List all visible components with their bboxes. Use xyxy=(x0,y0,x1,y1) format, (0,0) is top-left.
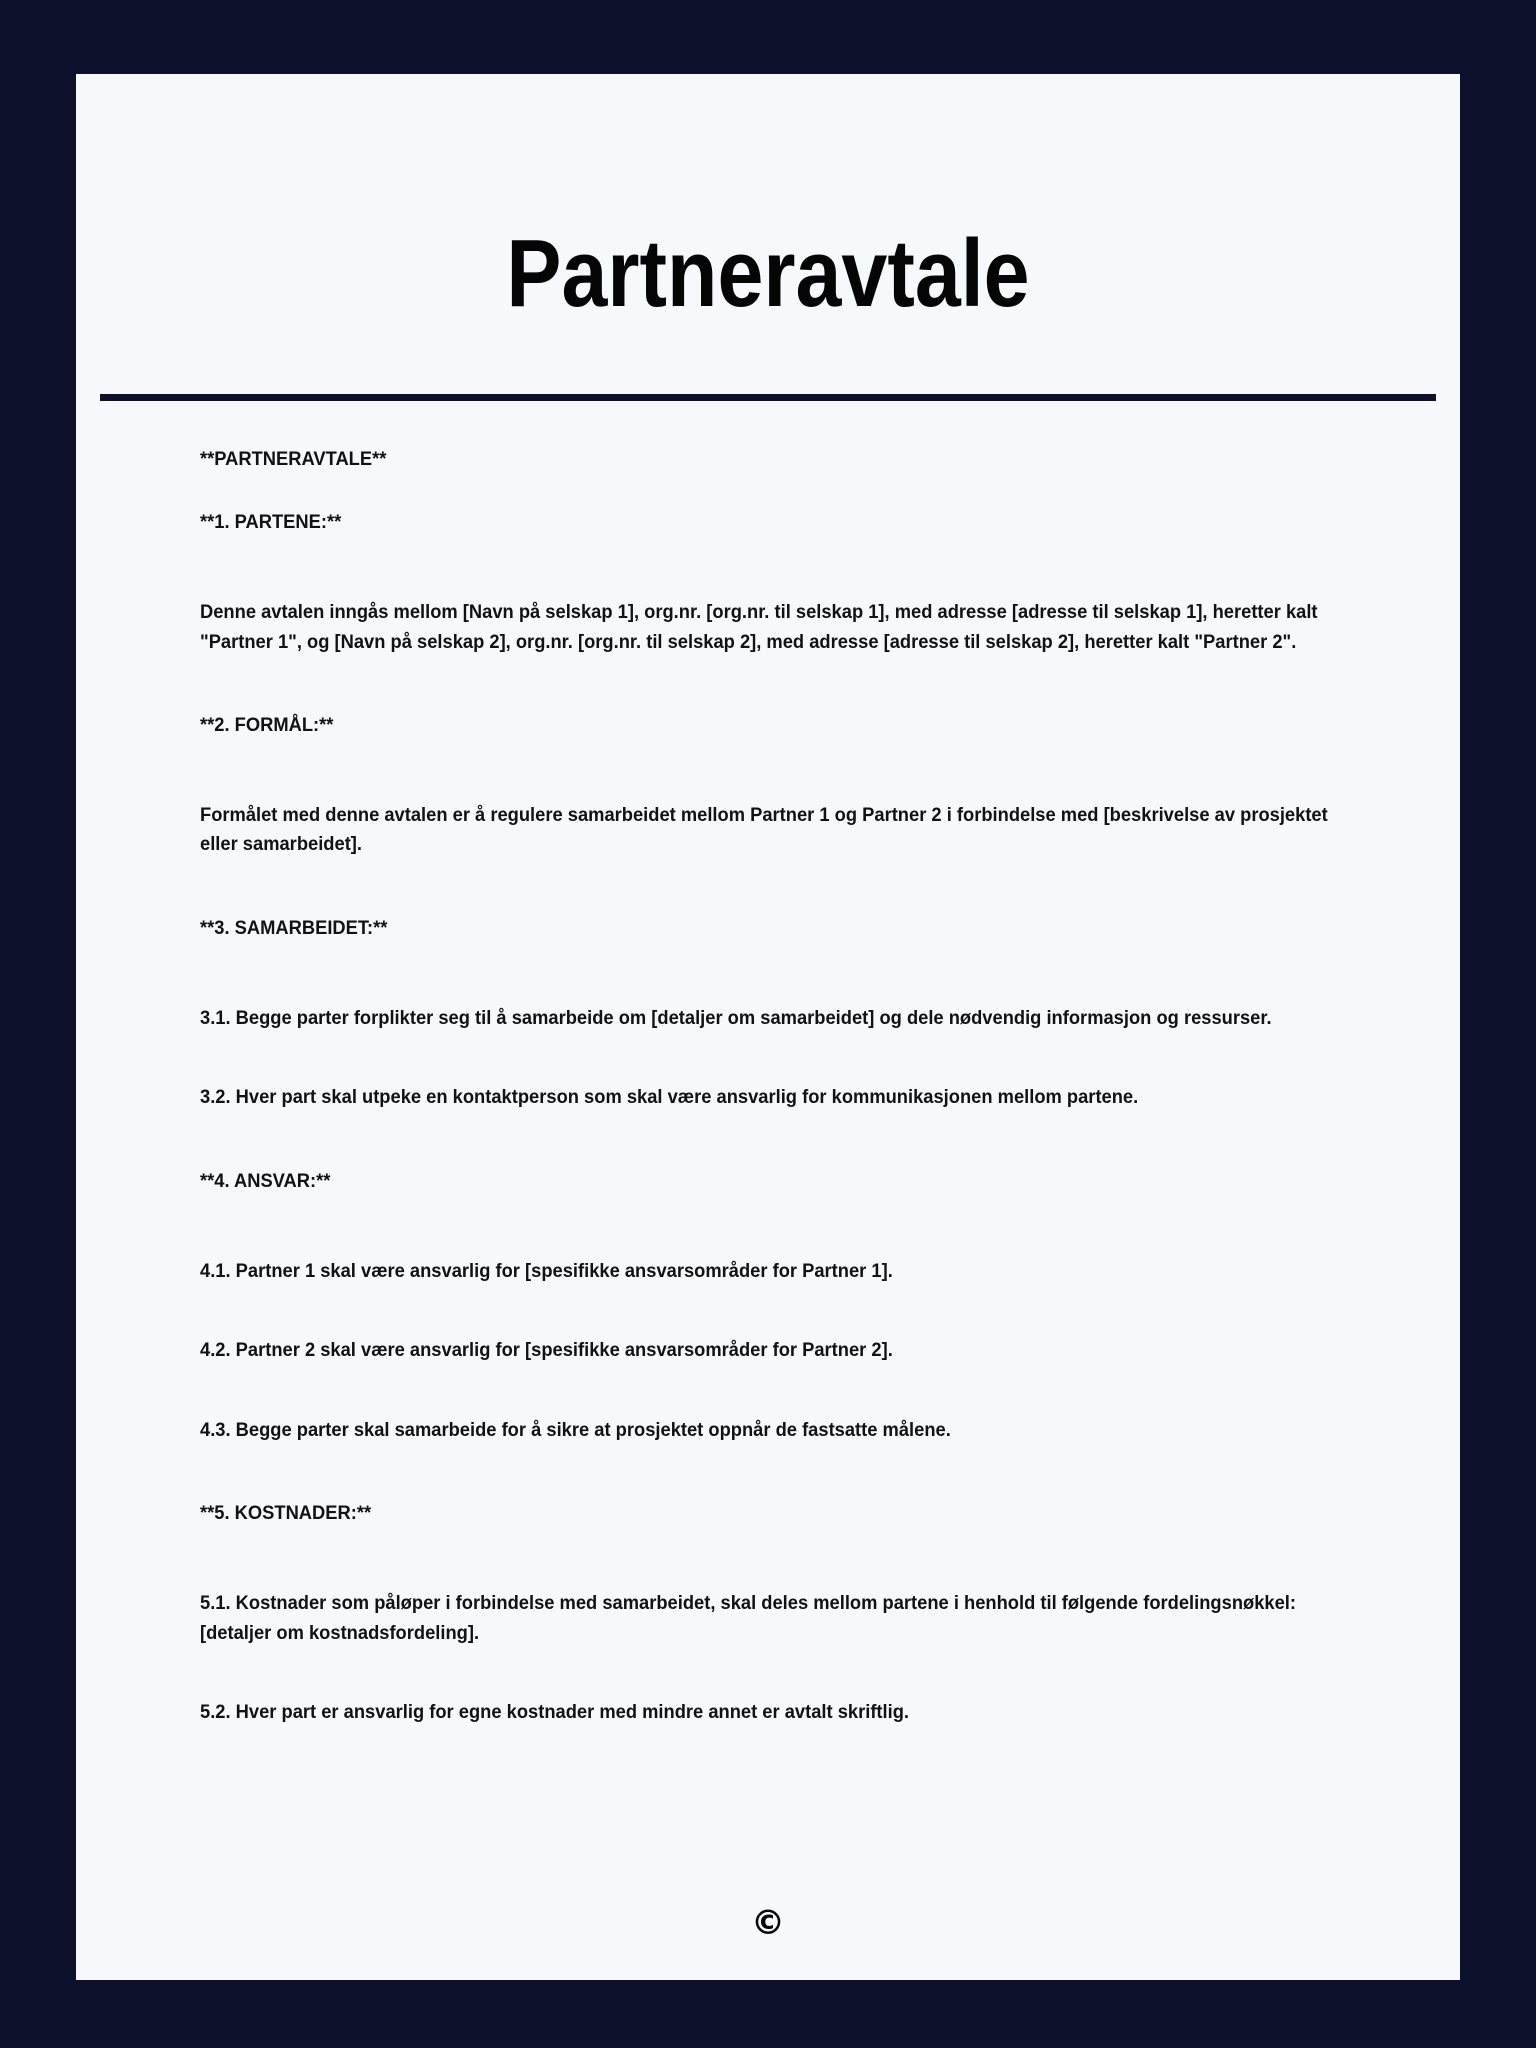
spacer xyxy=(200,568,1360,598)
section-3-paragraph-1: 3.1. Begge parter forplikter seg til å samarbeide om [detaljer om samarbeidet] og dele nødvendig informasjon og ressurser. xyxy=(200,1006,1272,1029)
section-1-paragraph-1: Denne avtalen inngås mellom [Navn på selskap 1], org.nr. [org.nr. til selskap 1], med adresse [adresse til selskap 1], heretter kalt "Partner 1", og [Navn på selskap 2], org.nr. [org.nr. til selskap 2], med adresse [adresse til selskap 2], heretter kalt "Partner 2". xyxy=(200,600,1318,653)
title-block xyxy=(76,74,1460,326)
document-heading: **PARTNERAVTALE** xyxy=(200,447,387,470)
title-divider xyxy=(100,394,1436,401)
section-heading-2: **2. FORMÅL:** xyxy=(200,714,334,737)
section-4-paragraph-3: 4.3. Begge parter skal samarbeide for å sikre at prosjektet oppnår de fastsatte målene. xyxy=(200,1418,951,1441)
section-5-paragraph-2: 5.2. Hver part er ansvarlig for egne kostnader med mindre annet er avtalt skriftlig. xyxy=(200,1701,910,1724)
copyright-icon: © xyxy=(751,1903,785,1943)
section-heading-1: **1. PARTENE:** xyxy=(200,511,342,534)
document-body xyxy=(76,401,1460,1728)
spacer xyxy=(200,1227,1360,1257)
section-4-paragraph-1: 4.1. Partner 1 skal være ansvarlig for [spesifikke ansvarsområder for Partner 1]. xyxy=(200,1259,893,1282)
section-3-paragraph-2: 3.2. Hver part skal utpeke en kontaktperson som skal være ansvarlig for kommunikasjonen mellom partene. xyxy=(200,1086,1139,1109)
page-inner xyxy=(76,74,1460,1980)
document-page xyxy=(76,74,1460,1980)
section-2-paragraph-1: Formålet med denne avtalen er å regulere samarbeidet mellom Partner 1 og Partner 2 i forbindelse med [beskrivelse av prosjektet eller samarbeidet]. xyxy=(200,803,1328,856)
page-footer xyxy=(76,1903,1460,1943)
section-heading-4: **4. ANSVAR:** xyxy=(200,1169,331,1192)
page-title: Partneravtale xyxy=(506,220,1030,327)
section-5-paragraph-1: 5.1. Kostnader som påløper i forbindelse med samarbeidet, skal deles mellom partene i henhold til følgende fordelingsnøkkel: [detaljer om kostnadsfordeling]. xyxy=(200,1592,1296,1644)
section-heading-5: **5. KOSTNADER:** xyxy=(200,1502,372,1525)
spacer xyxy=(200,974,1360,1004)
spacer xyxy=(200,771,1360,801)
section-4-paragraph-2: 4.2. Partner 2 skal være ansvarlig for [spesifikke ansvarsområder for Partner 2]. xyxy=(200,1339,893,1362)
section-heading-3: **3. SAMARBEIDET:** xyxy=(200,917,388,940)
spacer xyxy=(200,1559,1360,1589)
